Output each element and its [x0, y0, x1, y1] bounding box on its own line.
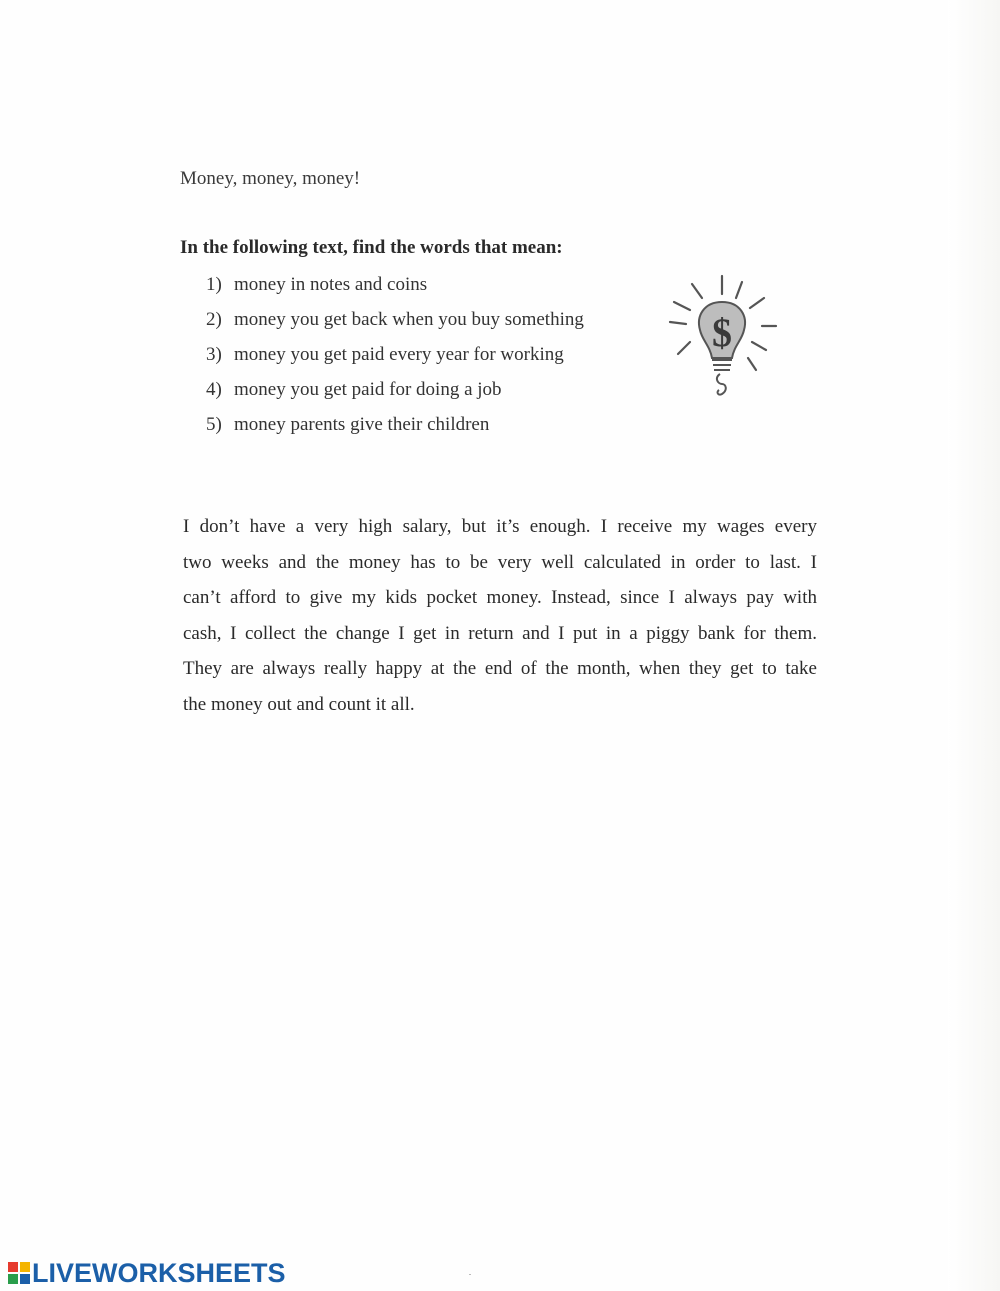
definition-list [206, 270, 584, 445]
passage-line: cash, I collect the change I get in return and I put in a piggy bank for them. [183, 622, 817, 644]
scan-edge [948, 0, 1000, 1291]
reading-passage [183, 509, 817, 722]
liveworksheets-logo-icon [8, 1262, 30, 1284]
item-text: money you get back when you buy something [234, 309, 584, 330]
passage-line: the money out and count it all. [183, 693, 415, 715]
list-item [206, 270, 584, 305]
passage-line: I don’t have a very high salary, but it’s enough. I receive my wages every [183, 516, 817, 537]
document-title: Money, money, money! [180, 168, 361, 189]
item-number: 1) [206, 274, 222, 295]
item-text: money parents give their children [234, 414, 490, 435]
liveworksheets-logo [8, 1258, 286, 1288]
list-item [206, 375, 584, 410]
brand-name: LIVEWORKSHEETS [32, 1258, 286, 1288]
item-number: 4) [206, 379, 222, 400]
passage-line: can’t afford to give my kids pocket money. Instead, since I always pay with [183, 587, 817, 608]
list-item [206, 410, 584, 445]
passage-line: They are always really happy at the end of the month, when they get to take [183, 658, 817, 679]
item-text: money you get paid every year for working [234, 344, 564, 365]
passage-line: two weeks and the money has to be very well calculated in order to last. I [183, 551, 817, 573]
list-item [206, 340, 584, 375]
list-item [206, 305, 584, 340]
item-text: money in notes and coins [234, 274, 428, 295]
instructions-heading: In the following text, find the words that mean: [180, 237, 563, 258]
item-text: money you get paid for doing a job [234, 379, 502, 400]
item-number: 5) [206, 414, 222, 435]
dollar-sign: $ [712, 310, 732, 355]
item-number: 3) [206, 344, 222, 365]
light-bulb-dollar-icon [664, 272, 784, 412]
scan-speck [469, 1274, 471, 1275]
item-number: 2) [206, 309, 222, 330]
